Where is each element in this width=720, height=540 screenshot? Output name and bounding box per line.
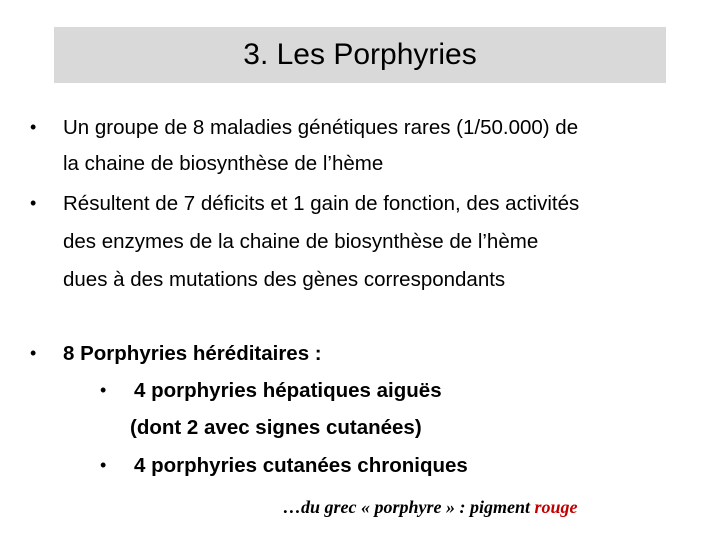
bullet-marker: • bbox=[30, 193, 37, 213]
footer-highlight: rouge bbox=[534, 497, 578, 517]
bullet-3-line-1: 8 Porphyries héréditaires : bbox=[63, 342, 322, 365]
title-banner bbox=[54, 27, 666, 83]
bullet-2-line-3: dues à des mutations des gènes correspondants bbox=[63, 268, 506, 291]
slide-title: 3. Les Porphyries bbox=[243, 38, 477, 71]
bullet-1-line-1: Un groupe de 8 maladies génétiques rares (1/50.000) de bbox=[63, 116, 579, 139]
footer-note bbox=[283, 497, 578, 518]
bullet-marker: • bbox=[30, 117, 37, 137]
sub-item-1-line-2: (dont 2 avec signes cutanées) bbox=[130, 416, 422, 439]
bullet-2-line-2: des enzymes de la chaine de biosynthèse de l’hème bbox=[63, 230, 539, 253]
sub-item-2-line-1: 4 porphyries cutanées chroniques bbox=[134, 454, 468, 477]
sub-bullet-marker: • bbox=[100, 380, 107, 400]
bullet-marker: • bbox=[30, 343, 37, 363]
footer-text: …du grec « porphyre » : pigment bbox=[283, 497, 535, 517]
sub-item-1-line-1: 4 porphyries hépatiques aiguës bbox=[134, 379, 442, 402]
bullet-1-line-2: la chaine de biosynthèse de l’hème bbox=[63, 152, 384, 175]
sub-bullet-marker: • bbox=[100, 455, 107, 475]
bullet-2-line-1: Résultent de 7 déficits et 1 gain de fonction, des activités bbox=[63, 192, 580, 215]
